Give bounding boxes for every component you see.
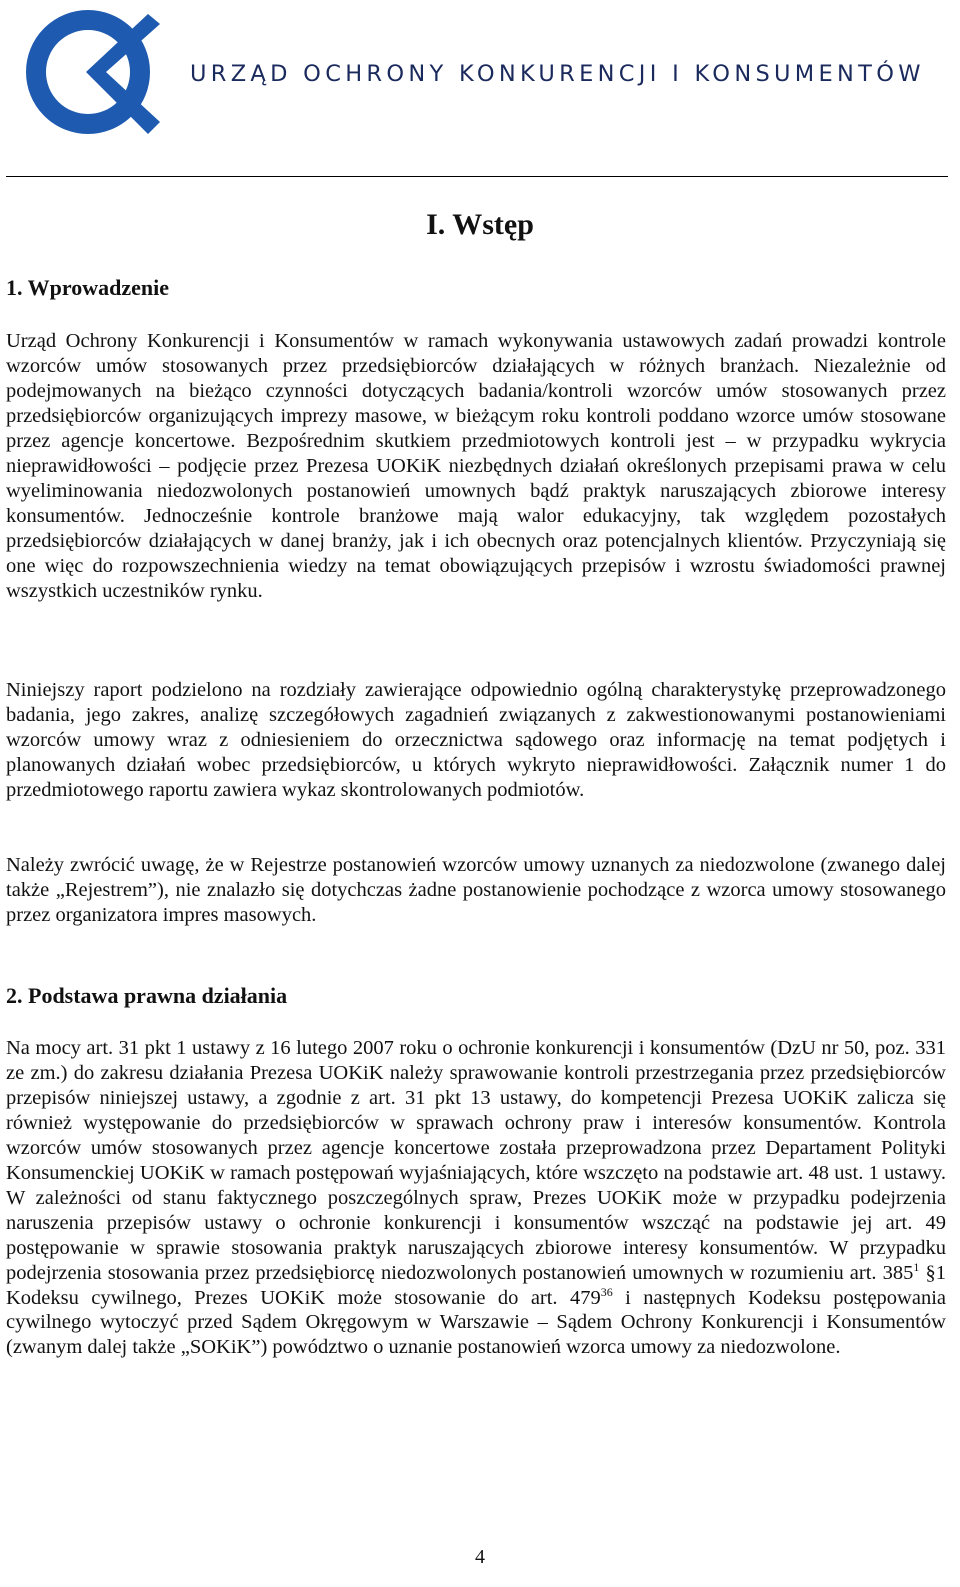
legal-basis-text-b: §1 Kodeksu cywilnego, Prezes UOKiK może stosowanie do art. 479 <box>6 1261 946 1309</box>
section-title: I. Wstęp <box>426 208 534 241</box>
subsection-heading-legal-basis: 2. Podstawa prawna działania <box>6 983 288 1008</box>
legal-basis-text-c: i następnych Kodeksu postępowania cywilnego wytoczyć przed Sądem Okręgowym w Warszawie – Sądem Ochrony Konkurencji i Konsumentów (zwanym dalej także „SOKiK”) powództwo o uznanie postanowień wzorca umowy za niedozwolone. <box>6 1286 946 1359</box>
paragraph-intro-3: Należy zwrócić uwagę, że w Rejestrze postanowień wzorców umowy uznanych za niedozwolone (zwanego dalej także „Rejestrem”), nie znalazło się dotychczas żadne postanowienie pochodzące z wzorca umowy stosowanego przez organizatora impres masowych. <box>6 854 946 926</box>
superscript-1: 1 <box>913 1259 920 1274</box>
paragraph-intro-1: Urząd Ochrony Konkurencji i Konsumentów w ramach wykonywania ustawowych zadań prowadzi kontrole wzorców umów stosowanych przez przedsiębiorców działających w różnych branżach. Niezależnie od podejmowanych na bieżąco czynności dotyczących badania/kontroli wzorców umów stosowanych przez przedsiębiorców organizujących imprezy masowe, w bieżącym roku kontroli poddano wzorce umów stosowane przez agencje koncertowe. Bezpośrednim skutkiem przedmiotowych kontroli jest – w przypadku wykrycia nieprawidłowości – podjęcie przez Prezesa UOKiK niezbędnych działań określonych przepisami prawa w celu wyeliminowania niedozwolonych postanowień umownych bądź praktyk naruszających zbiorowe interesy konsumentów. Jednocześnie kontrole branżowe mają walor edukacyjny, tak względem pozostałych przedsiębiorców działających w danej branży, jak i ich obecnych oraz potencjalnych klientów. Przyczyniają się one więc do rozpowszechnienia wiedzy na temat obowiązujących przepisów i wzrostu świadomości prawnej wszystkich uczestników rynku. <box>6 330 946 602</box>
superscript-36: 36 <box>600 1284 613 1299</box>
legal-basis-text-a: Na mocy art. 31 pkt 1 ustawy z 16 lutego 2007 roku o ochronie konkurencji i konsumentów (DzU nr 50, poz. 331 ze zm.) do zakresu działania Prezesa UOKiK należy sprawowanie kontroli przestrzegania przez przedsiębiorców przepisów niniejszej ustawy, a zgodnie z art. 31 pkt 13 ustawy, do kompetencji Prezesa UOKiK zalicza się również występowanie do przedsiębiorców w sprawach ochrony praw i interesów konsumentów. Kontrola wzorców umów stosowanych przez agencje koncertowe została przeprowadzona przez Departament Polityki Konsumenckiej UOKiK w ramach postępowań wyjaśniających, które wszczęto na podstawie art. 48 ust. 1 ustawy. W zależności od stanu faktycznego poszczególnych spraw, Prezes UOKiK może w przypadku podejrzenia naruszenia przepisów ustawy o ochronie konkurencji i konsumentów wszcząć na podstawie jej art. 49 postępowanie w sprawie stosowania praktyk naruszających zbiorowe interesy konsumentów. W przypadku podejrzenia stosowania przez przedsiębiorcę niedozwolonych postanowień umownych w rozumieniu art. 385 <box>6 1037 946 1284</box>
paragraph-legal-basis <box>6 1036 946 1360</box>
uokik-logo-icon <box>26 8 160 142</box>
subsection-heading-introduction: 1. Wprowadzenie <box>6 275 169 300</box>
header-divider <box>6 176 948 177</box>
paragraph-intro-2: Niniejszy raport podzielono na rozdziały zawierające odpowiednio ogólną charakterystykę przeprowadzonego badania, jego zakres, analizę szczegółowych zagadnień związanych z zakwestionowanymi postanowieniami wzorców umowy wraz z odniesieniem do orzecznictwa sądowego oraz informację na temat podjętych i planowanych działań wobec przedsiębiorców, u których wykryto nieprawidłowości. Załącznik numer 1 do przedmiotowego raportu zawiera wykaz skontrolowanych podmiotów. <box>6 679 946 801</box>
agency-name: URZĄD OCHRONY KONKURENCJI I KONSUMENTÓW <box>190 61 925 87</box>
page-number: 4 <box>475 1546 485 1568</box>
